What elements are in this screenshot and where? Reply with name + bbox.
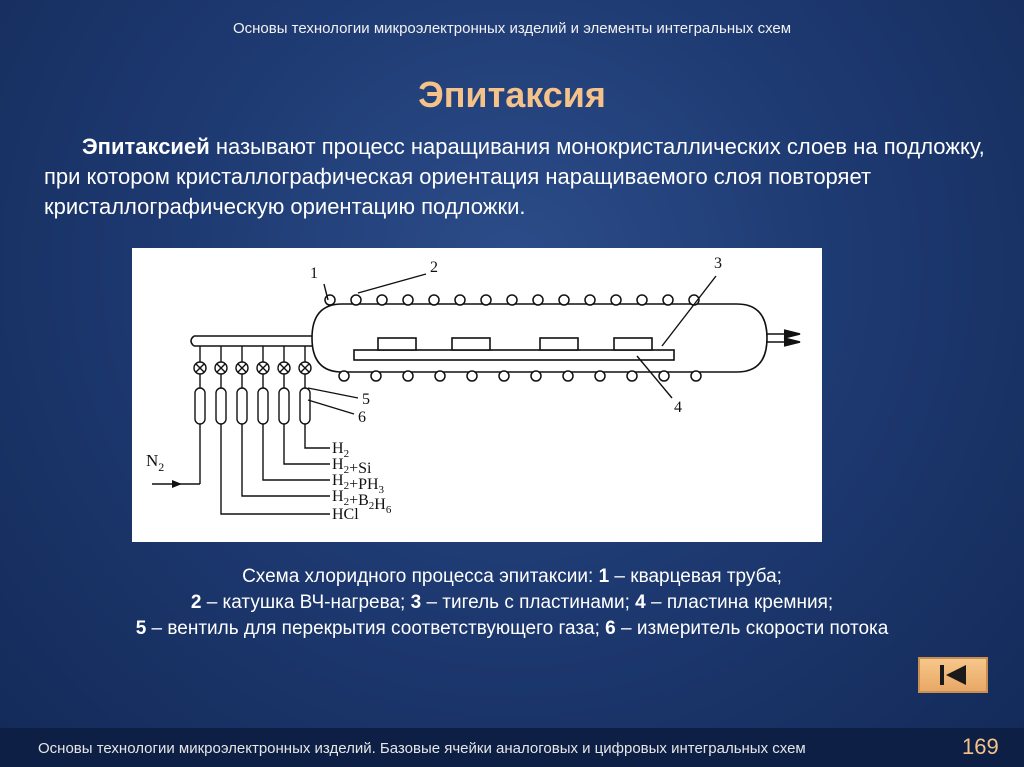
definition-paragraph	[44, 132, 994, 222]
page-number: 169	[962, 734, 999, 759]
label-4: 4	[674, 399, 682, 416]
gas-formula: $H_2+B_2H_6$	[332, 488, 392, 516]
caption-line-1: Схема хлоридного процесса эпитаксии: 1 – кварцевая труба;	[242, 566, 782, 587]
gas-labels	[332, 440, 392, 523]
label-2: 2	[430, 259, 438, 276]
slide-title: Эпитаксия	[418, 74, 606, 115]
caption-line-2: 2 – катушка ВЧ-нагрева; 3 – тигель с пластинами; 4 – пластина кремния;	[190, 592, 834, 613]
wafer	[614, 338, 652, 350]
diagram-svg	[132, 248, 822, 542]
gas-formula: HCl	[332, 506, 359, 523]
diagram-caption	[0, 564, 1024, 642]
footer-text: Основы технологии микроэлектронных изделий. Базовые ячейки аналоговых и цифровых интегральных схем	[38, 740, 806, 757]
gas-formula: $H_2$	[332, 440, 350, 460]
crucible	[354, 350, 674, 360]
label-3: 3	[714, 255, 722, 272]
wafer	[452, 338, 490, 350]
label-5: 5	[362, 391, 370, 408]
gas-formula: $H_2+Si$	[332, 456, 372, 477]
skip-back-icon	[920, 659, 986, 691]
gas-formula: $H_2+PH_3$	[332, 472, 385, 496]
gas-lines	[152, 274, 716, 514]
epitaxy-diagram	[132, 248, 822, 542]
definition-term: Эпитаксией	[82, 134, 210, 159]
wafer	[540, 338, 578, 350]
label-6: 6	[358, 409, 366, 426]
definition-text: называют процесс наращивания монокристаллических слоев на подложку, при котором кристаллографическая ориентация наращиваемого слоя повторяет кристаллографическую ориентацию подложки.	[44, 134, 985, 219]
caption-line-3: 5 – вентиль для перекрытия соответствующего газа; 6 – измеритель скорости потока	[135, 618, 889, 639]
carrier-gas-label: $N_2$	[146, 451, 165, 474]
go-to-first-button[interactable]	[918, 657, 988, 693]
slide-header: Основы технологии микроэлектронных изделий и элементы интегральных схем	[232, 20, 792, 37]
label-1: 1	[310, 265, 318, 282]
wafer	[378, 338, 416, 350]
